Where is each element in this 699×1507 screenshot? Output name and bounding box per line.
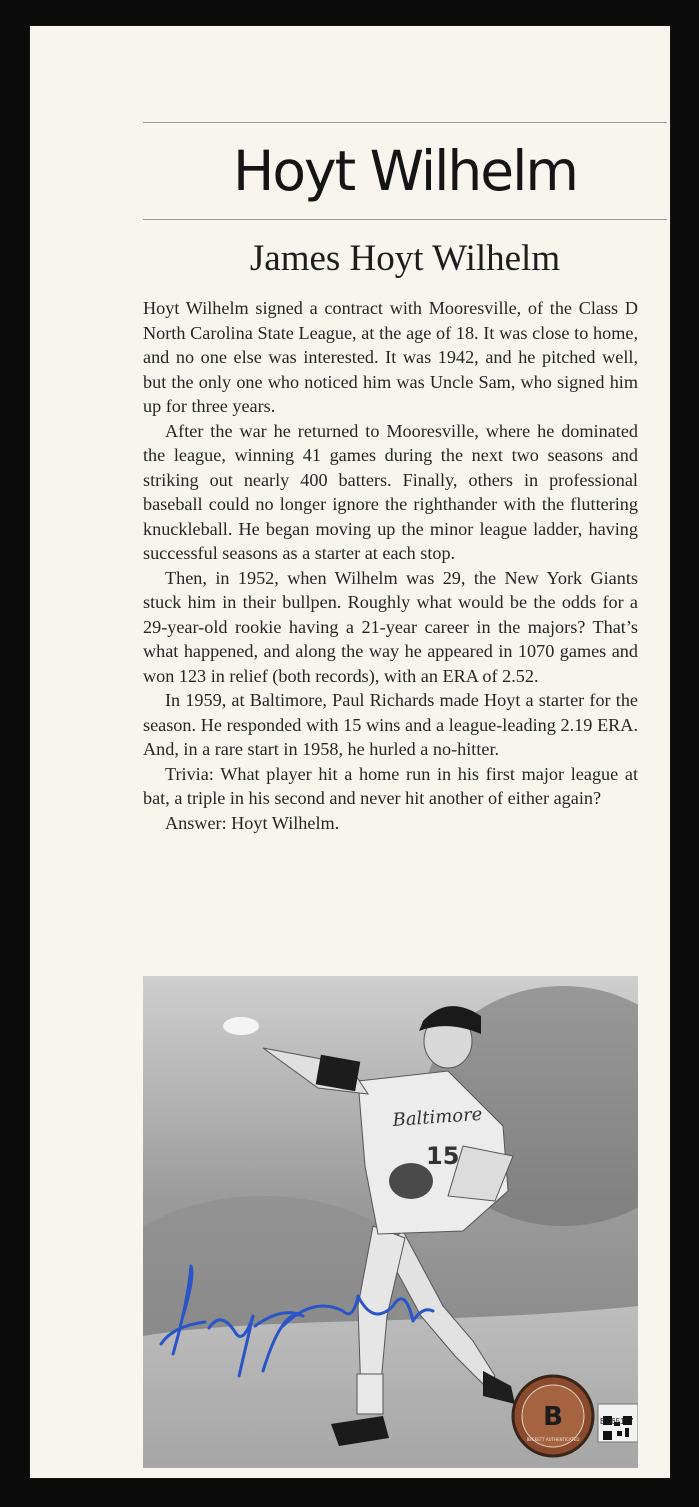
- paragraph: After the war he returned to Mooresville, where he dominated the league, winning 41 games during the next two seasons and striking out nearly 400 batters. Finally, others in professional baseball could no longer ignore the righthander with the fluttering knuckleball. He began moving up the minor league ladder, having successful seasons as a starter at each stop.: [143, 420, 638, 563]
- jersey-number: 15: [426, 1142, 460, 1170]
- title-rule: [143, 219, 667, 220]
- seal-letter: B: [543, 1402, 563, 1432]
- trivia-question: Trivia: What player hit a home run in his first major league at bat, a triple in his second and never hit another of either again?: [143, 763, 638, 808]
- jersey-script: Baltimore: [391, 1103, 484, 1131]
- biography-text: [143, 296, 638, 835]
- paragraph: Hoyt Wilhelm signed a contract with Mooresville, of the Class D North Carolina State League, at the age of 18. It was close to home, and no one else was interested. It was 1942, and he pitched well, but the only one who noticed him was Uncle Sam, who signed him up for three years.: [143, 298, 638, 416]
- page-subtitle: James Hoyt Wilhelm: [249, 238, 561, 279]
- top-rule: [143, 122, 667, 123]
- trivia-answer: Answer: Hoyt Wilhelm.: [165, 812, 340, 833]
- booklet-page: [30, 26, 670, 1478]
- pitcher-illustration: [143, 976, 638, 1468]
- certificate-id: BU65157: [600, 1417, 634, 1426]
- page-title: Hoyt Wilhelm: [233, 139, 577, 203]
- paragraph: In 1959, at Baltimore, Paul Richards made Hoyt a starter for the season. He responded with 15 wins and a league-leading 2.19 ERA. And, in a rare start in 1958, he hurled a no-hitter.: [143, 690, 638, 759]
- seal-text: BECKETT AUTHENTICATED: [526, 1437, 580, 1442]
- baseball-icon: [223, 1017, 259, 1035]
- paragraph: Then, in 1952, when Wilhelm was 29, the New York Giants stuck him in their bullpen. Roughly what would be the odds for a 29-year-old rookie having a 21-year career in the majors? That’s what happened, and along the way he appeared in 1070 games and won 123 in relief (both records), with an ERA of 2.52.: [143, 567, 638, 686]
- authentication-seal: [513, 1376, 593, 1456]
- pitcher-photo: [143, 976, 638, 1468]
